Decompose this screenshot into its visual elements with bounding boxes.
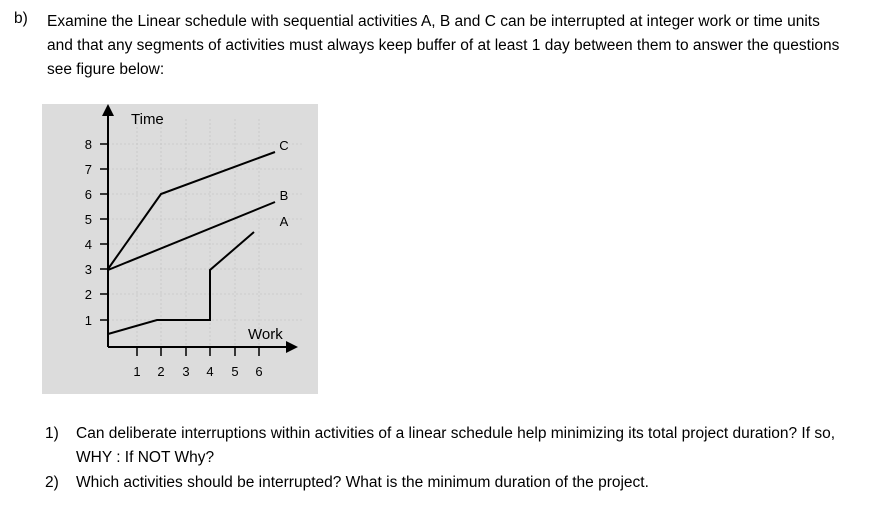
y-tick-label: 3 <box>84 262 92 277</box>
x-tick-label: 4 <box>206 364 214 379</box>
y-tick-label: 1 <box>84 313 92 328</box>
x-axis-title: Work <box>248 326 283 343</box>
activity-c-line <box>108 152 275 269</box>
x-tick-label: 1 <box>133 364 141 379</box>
linear-schedule-figure <box>42 104 318 394</box>
activity-a-line <box>108 232 254 334</box>
label-a: A <box>279 214 289 229</box>
x-tick-label: 3 <box>182 364 190 379</box>
y-tick-label: 4 <box>84 237 92 252</box>
x-tick-label: 6 <box>255 364 263 379</box>
y-tick-label: 2 <box>84 287 92 302</box>
questions-list <box>45 422 845 495</box>
x-axis-arrow <box>286 341 298 353</box>
label-c: C <box>279 138 289 153</box>
linear-schedule-chart <box>42 104 318 394</box>
x-tick-label: 5 <box>231 364 239 379</box>
y-tick-label: 5 <box>84 212 92 227</box>
question-text: Can deliberate interruptions within activities of a linear schedule help minimizing its total project duration? If so, WHY : If NOT Why? <box>76 425 836 466</box>
cropped-previous-line <box>120 0 210 6</box>
question-intro: Examine the Linear schedule with sequential activities A, B and C can be interrupted at integer work or time units and that any segments of activities must always keep buffer of at least 1 day between them to answer the questions see figure below: <box>47 13 840 78</box>
question-item <box>45 422 845 470</box>
label-b: B <box>279 188 289 203</box>
y-tick-label: 6 <box>84 187 92 202</box>
y-tick-label: 8 <box>84 137 92 152</box>
y-tick-label: 7 <box>84 162 92 177</box>
question-text: Which activities should be interrupted? What is the minimum duration of the project. <box>76 474 649 491</box>
x-tick-label: 2 <box>157 364 165 379</box>
question-item <box>45 471 845 495</box>
question-label: b) <box>14 10 28 27</box>
question-number: 1) <box>45 425 59 442</box>
y-axis-title: Time <box>131 111 164 128</box>
question-number: 2) <box>45 474 59 491</box>
y-axis-arrow <box>102 104 114 116</box>
